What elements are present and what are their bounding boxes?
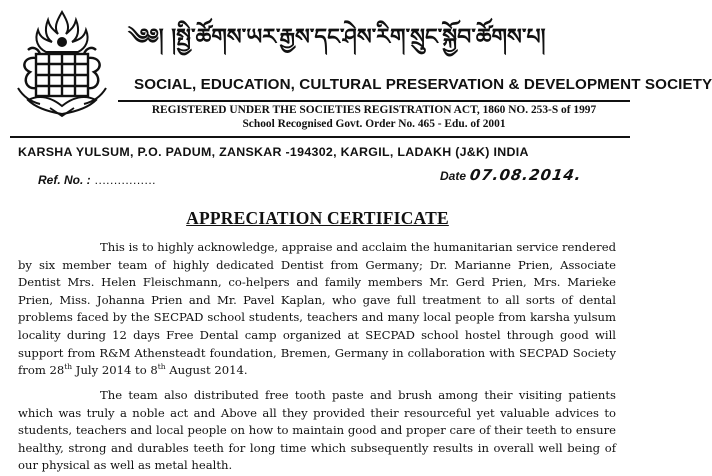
date-label: Date [440,169,467,183]
header-rule [118,100,630,102]
date-field [440,166,582,184]
certificate-title: APPRECIATION CERTIFICATE [186,208,449,228]
society-name: SOCIAL, EDUCATION, CULTURAL PRESERVATION & DEVELOPMENT SOCIETY [134,76,712,93]
endless-knot-logo-icon [10,8,114,118]
ref-label: Ref. No. : [38,173,91,187]
date-value: 07.08.2014. [468,166,583,184]
registration-line: REGISTERED UNDER THE SOCIETIES REGISTRATION ACT, 1860 NO. 253-S of 1997 [151,104,597,116]
superscript-th-2: th [157,362,166,372]
paragraph-1-end: August 2014. [165,363,248,378]
paragraph-2: The team also distributed free tooth paste and brush among their visiting patients which was truly a noble act and Above all they provided their resourceful yet valuable advices to students, teachers and local people on how to maintain good and proper care of their teeth to ensure healthy, strong and durables teeth for long time which subsequently results in overall well being of our physical as well as metal health. [18,388,616,473]
paragraph-1-mid: July 2014 to 8 [72,363,158,378]
ref-value: ................ [94,173,157,187]
tibetan-society-name: ༄༅། །སྤྱི་ཚོགས་ཡར་རྒྱས་དང་ཤེས་རིག་སྲུང་སྐྱོབ་ཚོགས་པ། [128,24,546,50]
reference-number [38,173,156,187]
paragraph-1 [18,239,616,380]
address-line: KARSHA YULSUM, P.O. PADUM, ZANSKAR -194302, KARGIL, LADAKH (J&K) INDIA [18,145,529,159]
header-bottom-rule [10,136,630,138]
recognition-line: School Recognised Govt. Order No. 465 - Edu. of 2001 [242,118,506,130]
paragraph-1-text: This is to highly acknowledge, appraise and acclaim the humanitarian service rendered by six member team of highly dedicated Dentist from Germany; Dr. Marianne Prien, Associate Dentist Mrs. Helen Fleischmann, co-helpers and family members Mr. Gerd Prien, Mrs. Marieke Prien, Miss. Johanna Prien and Mr. Pavel Kaplan, who gave full treatment to all sorts of dental problems faced by the SECPAD school students, teachers and many local people from karsha yulsum locality during 12 days Free Dental camp organized at SECPAD school hostel through good will support from R&M Athensteadt foundation, Bremen, Germany in collaboration with SECPAD Society from 28 [18,240,616,378]
superscript-th-1: th [64,362,73,372]
